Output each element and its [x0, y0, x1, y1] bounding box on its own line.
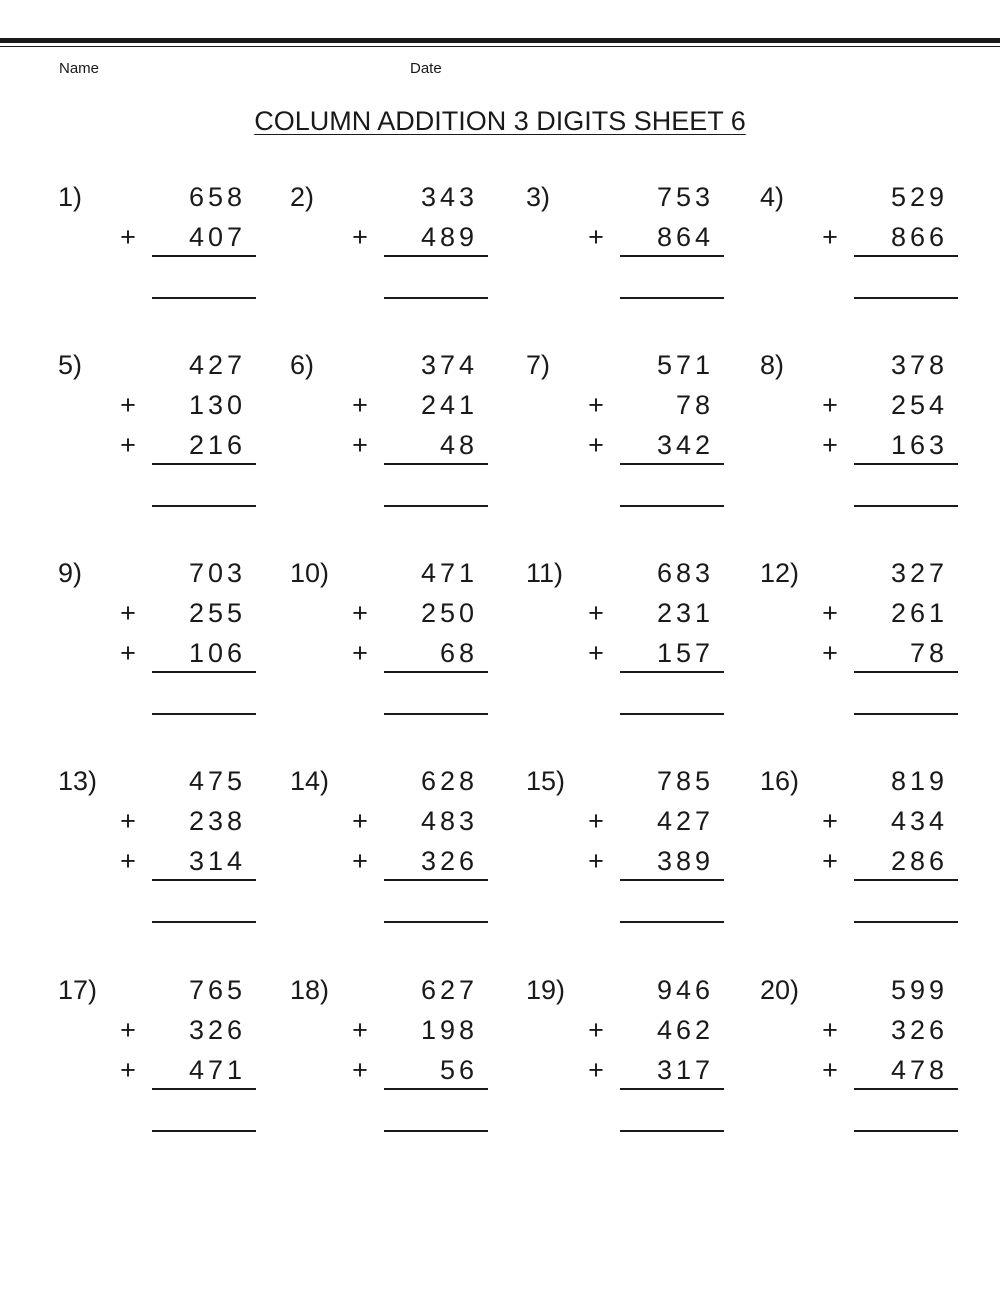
plus-sign: + — [588, 430, 604, 460]
addend-value: 703 — [188, 558, 246, 588]
addend-row — [58, 348, 258, 382]
addend-row — [290, 556, 490, 590]
answer-line — [620, 921, 724, 923]
problem-17 — [58, 973, 278, 1163]
addend-row — [526, 556, 726, 590]
answer-line — [620, 1130, 724, 1132]
problem-number: 8) — [760, 350, 785, 380]
addend-value: 529 — [890, 182, 948, 212]
plus-sign: + — [352, 430, 368, 460]
problem-number: 14) — [290, 766, 330, 796]
plus-sign: + — [588, 598, 604, 628]
problem-number: 16) — [760, 766, 800, 796]
sum-line — [620, 671, 724, 673]
addend-row — [526, 844, 726, 878]
addend-row — [58, 556, 258, 590]
sum-line — [152, 879, 256, 881]
addend-row — [760, 844, 960, 878]
plus-sign: + — [120, 638, 136, 668]
addend-row — [526, 1053, 726, 1087]
addend-value: 317 — [656, 1055, 714, 1085]
plus-sign: + — [352, 638, 368, 668]
addend-row — [760, 764, 960, 798]
problem-number: 9) — [58, 558, 83, 588]
addend-value: 48 — [439, 430, 478, 460]
addend-row — [760, 428, 960, 462]
plus-sign: + — [352, 222, 368, 252]
sum-line — [620, 255, 724, 257]
name-label: Name — [59, 60, 100, 77]
answer-line — [384, 505, 488, 507]
problem-number: 4) — [760, 182, 785, 212]
addend-row — [58, 636, 258, 670]
addend-row — [290, 1013, 490, 1047]
sum-line — [620, 1088, 724, 1090]
addend-row — [290, 388, 490, 422]
plus-sign: + — [588, 390, 604, 420]
addend-value: 157 — [656, 638, 714, 668]
addend-value: 434 — [890, 806, 948, 836]
addend-row — [526, 596, 726, 630]
addend-value: 326 — [890, 1015, 948, 1045]
addend-value: 658 — [188, 182, 246, 212]
plus-sign: + — [352, 806, 368, 836]
answer-line — [152, 505, 256, 507]
problem-19 — [526, 973, 746, 1163]
addend-row — [760, 1013, 960, 1047]
problem-18 — [290, 973, 510, 1163]
problem-number: 10) — [290, 558, 330, 588]
addend-value: 250 — [420, 598, 478, 628]
problem-number: 3) — [526, 182, 551, 212]
addend-value: 946 — [656, 975, 714, 1005]
addend-row — [290, 348, 490, 382]
problem-number: 2) — [290, 182, 315, 212]
date-label: Date — [410, 60, 442, 77]
problem-number: 15) — [526, 766, 566, 796]
addend-value: 286 — [890, 846, 948, 876]
sum-line — [384, 671, 488, 673]
addend-value: 462 — [656, 1015, 714, 1045]
addend-value: 342 — [656, 430, 714, 460]
problem-number: 6) — [290, 350, 315, 380]
addend-row — [526, 636, 726, 670]
addend-value: 326 — [420, 846, 478, 876]
sum-line — [152, 255, 256, 257]
plus-sign: + — [822, 1015, 838, 1045]
plus-sign: + — [352, 846, 368, 876]
sum-line — [384, 879, 488, 881]
problem-3 — [526, 180, 746, 370]
plus-sign: + — [822, 222, 838, 252]
addend-row — [290, 180, 490, 214]
addend-row — [760, 388, 960, 422]
addend-value: 753 — [656, 182, 714, 212]
problem-5 — [58, 348, 278, 538]
addend-value: 254 — [890, 390, 948, 420]
plus-sign: + — [588, 1015, 604, 1045]
plus-sign: + — [588, 846, 604, 876]
addend-row — [290, 1053, 490, 1087]
addend-row — [526, 973, 726, 1007]
answer-line — [384, 921, 488, 923]
problem-number: 5) — [58, 350, 83, 380]
addend-value: 78 — [909, 638, 948, 668]
problem-number: 13) — [58, 766, 98, 796]
plus-sign: + — [120, 806, 136, 836]
addend-row — [760, 804, 960, 838]
addend-row — [290, 596, 490, 630]
page-title-text: COLUMN ADDITION 3 DIGITS SHEET 6 — [254, 106, 746, 136]
problem-15 — [526, 764, 746, 954]
top-rule-thick — [0, 38, 1000, 43]
addend-value: 483 — [420, 806, 478, 836]
addend-value: 56 — [439, 1055, 478, 1085]
problem-4 — [760, 180, 980, 370]
plus-sign: + — [120, 598, 136, 628]
addend-row — [58, 596, 258, 630]
problem-20 — [760, 973, 980, 1163]
problem-number: 19) — [526, 975, 566, 1005]
addend-row — [526, 180, 726, 214]
plus-sign: + — [352, 390, 368, 420]
addend-value: 866 — [890, 222, 948, 252]
addend-row — [760, 973, 960, 1007]
problem-1 — [58, 180, 278, 370]
addend-value: 471 — [188, 1055, 246, 1085]
sum-line — [152, 671, 256, 673]
answer-line — [854, 297, 958, 299]
addend-row — [526, 348, 726, 382]
sum-line — [854, 255, 958, 257]
answer-line — [620, 713, 724, 715]
answer-line — [152, 921, 256, 923]
addend-value: 130 — [188, 390, 246, 420]
problem-number: 7) — [526, 350, 551, 380]
plus-sign: + — [352, 1055, 368, 1085]
addend-value: 78 — [675, 390, 714, 420]
addend-value: 765 — [188, 975, 246, 1005]
sum-line — [854, 879, 958, 881]
problem-number: 1) — [58, 182, 83, 212]
addend-row — [760, 1053, 960, 1087]
answer-line — [152, 1130, 256, 1132]
addend-row — [290, 804, 490, 838]
addend-row — [526, 428, 726, 462]
addend-value: 261 — [890, 598, 948, 628]
plus-sign: + — [822, 390, 838, 420]
answer-line — [384, 713, 488, 715]
addend-value: 198 — [420, 1015, 478, 1045]
problem-11 — [526, 556, 746, 746]
addend-value: 241 — [420, 390, 478, 420]
addend-row — [290, 844, 490, 878]
problem-number: 12) — [760, 558, 800, 588]
addend-row — [290, 428, 490, 462]
problem-9 — [58, 556, 278, 746]
problem-6 — [290, 348, 510, 538]
addend-value: 163 — [890, 430, 948, 460]
plus-sign: + — [120, 430, 136, 460]
addend-value: 106 — [188, 638, 246, 668]
answer-line — [854, 505, 958, 507]
plus-sign: + — [120, 1015, 136, 1045]
addend-row — [760, 220, 960, 254]
sum-line — [384, 255, 488, 257]
plus-sign: + — [822, 598, 838, 628]
problem-2 — [290, 180, 510, 370]
addend-row — [58, 844, 258, 878]
sum-line — [384, 1088, 488, 1090]
addend-row — [526, 388, 726, 422]
addend-row — [760, 636, 960, 670]
plus-sign: + — [120, 1055, 136, 1085]
addend-row — [526, 764, 726, 798]
addend-value: 343 — [420, 182, 478, 212]
addend-value: 471 — [420, 558, 478, 588]
addend-row — [526, 804, 726, 838]
plus-sign: + — [120, 222, 136, 252]
addend-value: 255 — [188, 598, 246, 628]
addend-row — [58, 973, 258, 1007]
addend-value: 427 — [656, 806, 714, 836]
addend-row — [526, 1013, 726, 1047]
problem-10 — [290, 556, 510, 746]
addend-value: 314 — [188, 846, 246, 876]
plus-sign: + — [822, 1055, 838, 1085]
answer-line — [854, 1130, 958, 1132]
sum-line — [854, 1088, 958, 1090]
addend-value: 216 — [188, 430, 246, 460]
addend-value: 819 — [890, 766, 948, 796]
problem-16 — [760, 764, 980, 954]
addend-value: 326 — [188, 1015, 246, 1045]
addend-value: 785 — [656, 766, 714, 796]
sum-line — [384, 463, 488, 465]
answer-line — [152, 713, 256, 715]
addend-value: 683 — [656, 558, 714, 588]
addend-row — [290, 636, 490, 670]
answer-line — [152, 297, 256, 299]
plus-sign: + — [822, 846, 838, 876]
addend-row — [290, 220, 490, 254]
answer-line — [854, 921, 958, 923]
addend-row — [760, 556, 960, 590]
addend-row — [58, 1013, 258, 1047]
addend-row — [760, 348, 960, 382]
sum-line — [620, 879, 724, 881]
addend-value: 378 — [890, 350, 948, 380]
addend-row — [760, 596, 960, 630]
addend-value: 407 — [188, 222, 246, 252]
sum-line — [620, 463, 724, 465]
addend-row — [290, 973, 490, 1007]
addend-value: 478 — [890, 1055, 948, 1085]
plus-sign: + — [588, 1055, 604, 1085]
answer-line — [384, 1130, 488, 1132]
addend-row — [58, 220, 258, 254]
problem-14 — [290, 764, 510, 954]
addend-value: 374 — [420, 350, 478, 380]
sum-line — [854, 671, 958, 673]
addend-value: 68 — [439, 638, 478, 668]
page-title — [0, 104, 1000, 138]
addend-value: 389 — [656, 846, 714, 876]
addend-row — [58, 764, 258, 798]
problem-8 — [760, 348, 980, 538]
addend-row — [760, 180, 960, 214]
plus-sign: + — [352, 1015, 368, 1045]
plus-sign: + — [588, 222, 604, 252]
addend-value: 599 — [890, 975, 948, 1005]
addend-row — [290, 764, 490, 798]
sum-line — [152, 463, 256, 465]
addend-row — [58, 1053, 258, 1087]
addend-value: 327 — [890, 558, 948, 588]
problem-12 — [760, 556, 980, 746]
addend-value: 627 — [420, 975, 478, 1005]
answer-line — [620, 505, 724, 507]
plus-sign: + — [822, 638, 838, 668]
plus-sign: + — [352, 598, 368, 628]
addend-value: 475 — [188, 766, 246, 796]
problem-7 — [526, 348, 746, 538]
top-rule-thin — [0, 46, 1000, 47]
addend-row — [58, 804, 258, 838]
problem-number: 18) — [290, 975, 330, 1005]
plus-sign: + — [588, 638, 604, 668]
answer-line — [620, 297, 724, 299]
addend-value: 231 — [656, 598, 714, 628]
addend-row — [58, 428, 258, 462]
plus-sign: + — [822, 806, 838, 836]
answer-line — [854, 713, 958, 715]
sum-line — [854, 463, 958, 465]
addend-value: 628 — [420, 766, 478, 796]
addend-row — [58, 388, 258, 422]
plus-sign: + — [822, 430, 838, 460]
addend-value: 571 — [656, 350, 714, 380]
addend-value: 489 — [420, 222, 478, 252]
problem-number: 17) — [58, 975, 98, 1005]
plus-sign: + — [120, 390, 136, 420]
addend-value: 864 — [656, 222, 714, 252]
plus-sign: + — [120, 846, 136, 876]
addend-row — [58, 180, 258, 214]
answer-line — [384, 297, 488, 299]
problem-number: 11) — [526, 558, 564, 588]
sum-line — [152, 1088, 256, 1090]
addend-value: 427 — [188, 350, 246, 380]
problem-13 — [58, 764, 278, 954]
plus-sign: + — [588, 806, 604, 836]
problem-number: 20) — [760, 975, 800, 1005]
addend-value: 238 — [188, 806, 246, 836]
addend-row — [526, 220, 726, 254]
